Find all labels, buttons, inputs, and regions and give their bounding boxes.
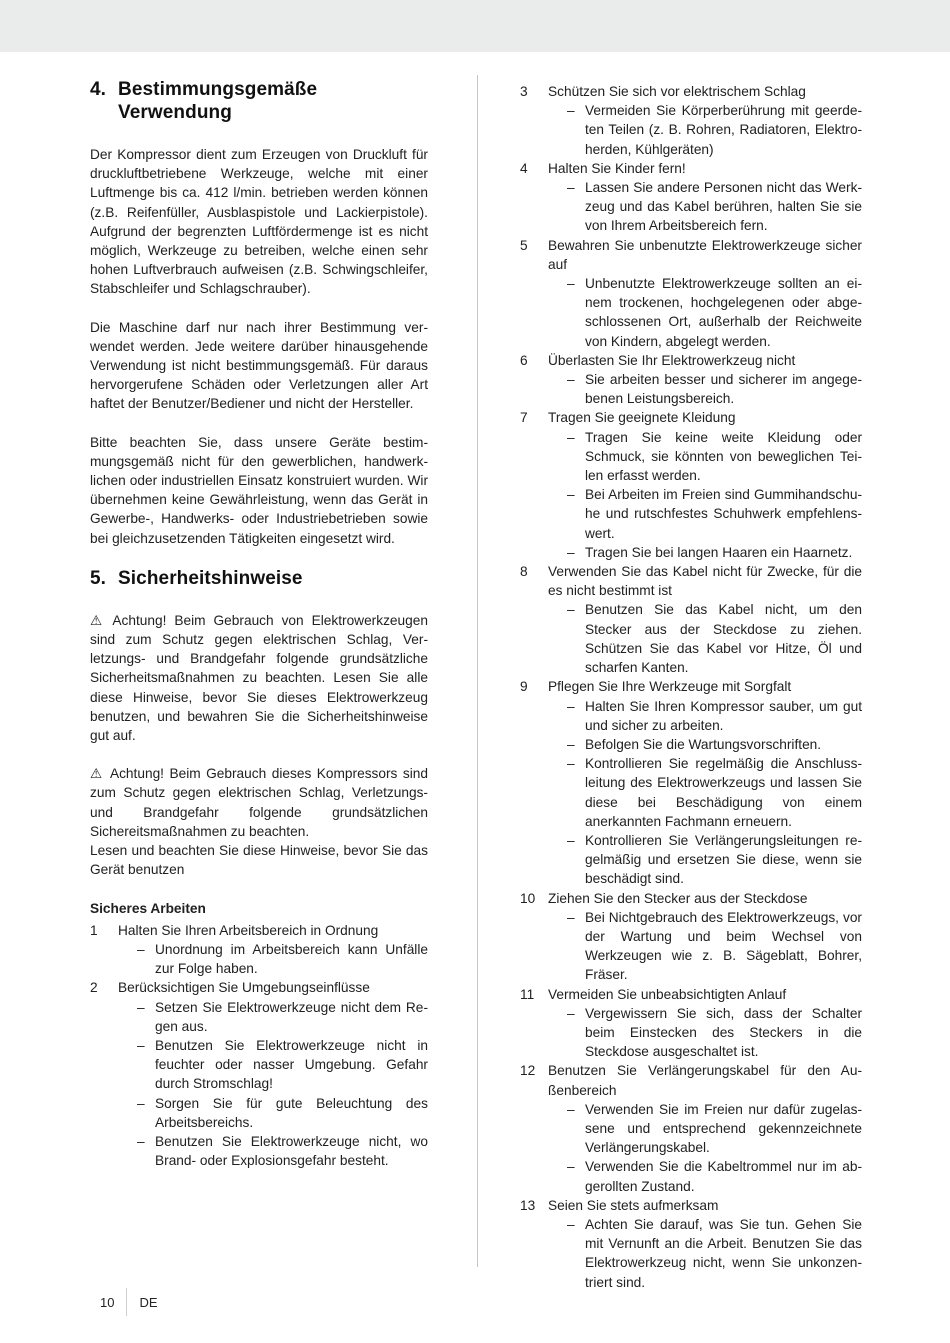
safety-rule-number: 5 [520,237,528,253]
dash-bullet: – [567,602,575,618]
safety-rule-detail [548,1004,862,1062]
safety-rule-detail [548,831,862,889]
dash-bullet: – [567,1216,575,1232]
body-paragraph: Die Maschine darf nur nach ihrer Bestimmung verwendet werden. Jede weitere darüber hinausgehende Verwendung ist nicht bestimmungsgemäß. Für daraus hervorgerufene Schäden oder Verletzungen aller Art haftet der Benutzer/Bediener und nicht der Hersteller. [90,319,428,412]
dash-bullet: – [137,1133,145,1149]
section-number: 4. [90,79,107,100]
safety-rule [520,677,862,888]
body-paragraph: Bitte beachten Sie, dass unsere Geräte bestimmungsgemäß nicht für den gewerblichen, handwerklichen oder industriellen Einsatz konstruiert wurden. Wir übernehmen keine Gewährleistung, wenn das Gerät in Gewerbe-, Handwerks- oder Industriebetrieben sowie bei gleichzusetzenden Tätigkeiten eingesetzt wird. [90,434,428,546]
language-code: DE [139,1294,158,1310]
safety-rule-title: Benutzen Sie Verlängerungskabel für den Außenbereich [548,1063,862,1098]
dash-bullet: – [567,1101,575,1117]
safety-rule [90,921,428,979]
safety-rule-detail-text: Vermeiden Sie Körperberührung mit geerdeten Teilen (z. B. Rohren, Radiatoren, Elektroherden, Kühlgeräten) [585,103,862,157]
safety-rule-detail-text: Sie arbeiten besser und sicherer im angegebenen Leistungsbereich. [585,372,862,407]
safety-rule [520,236,862,351]
safety-rule-detail [548,1100,862,1158]
safety-rule-title: Pflegen Sie Ihre Werkzeuge mit Sorgfalt [548,679,792,695]
safety-rule-detail [118,940,428,978]
safety-rule [90,978,428,1170]
section-heading-5 [90,567,428,590]
warning-paragraph [90,611,428,745]
safety-rule-detail-text: Bei Nichtgebrauch des Elektrowerkzeugs, vor der Wartung und beim Wechsel von Werkzeugen wie z. B. Sägeblatt, Bohrer, Fräser. [585,909,862,983]
safety-rule [520,82,862,159]
safety-rule-number: 13 [520,1197,536,1213]
dash-bullet: – [567,832,575,848]
safety-rule-detail-text: Benutzen Sie Elektrowerkzeuge nicht in feuchter oder nasser Umgebung. Gefahr durch Stromschlag! [155,1037,428,1092]
safety-rule-detail-text: Bei Arbeiten im Freien sind Gummihandschuhe und rutschfestes Schuhwerk empfehlenswert. [585,487,862,541]
dash-bullet: – [567,487,575,503]
warning-text-continued: Lesen und beachten Sie diese Hinweise, bevor Sie das Gerät benutzen [90,843,428,878]
safety-rule-detail-text: Setzen Sie Elektrowerkzeuge nicht dem Regen aus. [155,999,428,1034]
dash-bullet: – [137,941,145,957]
dash-bullet: – [567,544,575,560]
page-top-margin [0,0,950,52]
safety-rule-detail-text: Unordnung im Arbeitsbereich kann Unfälle zur Folge haben. [155,941,428,977]
safety-rules-list-right [520,82,862,1292]
page-number: 10 [100,1294,115,1310]
dash-bullet: – [567,372,575,388]
dash-bullet: – [567,276,575,292]
section-title: Sicherheitshinweise [118,567,303,589]
page-footer [100,1288,158,1316]
safety-rule-detail [548,274,862,351]
safety-rule-title: Bewahren Sie unbenutzte Elektrowerkzeuge sicher auf [548,237,862,272]
safety-rule-detail [548,600,862,677]
safety-rule-number: 4 [520,160,528,176]
safety-rule-detail [548,1215,862,1292]
dash-bullet: – [137,1095,145,1111]
footer-divider [126,1288,127,1316]
body-paragraph: Der Kompressor dient zum Erzeugen von Druckluft für druckluftbetriebene Werkzeuge, welche mit einer Luftmenge bis ca. 412 l/min. betrieben werden können (z.B. Reifenfüller, Ausblaspistole und Lackierpistole). Aufgrund der begrenzten Luftfördermenge ist es nicht möglich, Werkzeuge zu betreiben, welche einen sehr hohen Luftverbrauch aufweisen (z.B. Schwingschleifer, Stabschleifer und Schlagschrauber). [90,147,428,297]
safety-rule-detail-text: Kontrollieren Sie regelmäßig die Anschlussleitung des Elektrowerkzeugs und lassen Sie diese bei Beschädigung von einem anerkannten Fachmann erneuern. [585,756,862,829]
dash-bullet: – [567,1005,575,1021]
left-column [90,78,428,1170]
safety-rule-number: 2 [90,980,98,996]
safety-rule-detail [548,908,862,985]
warning-text: Achtung! Beim Gebrauch von Elektrowerkzeugen sind zum Schutz gegen elektrischen Schlag, Verletzungs- und Brandgefahr folgende grundsätzliche Sicherheitsmaßnahmen zu beachten. Lesen Sie alle diese Hinweise, bevor Sie dieses Elektrowerkzeug benutzen, und bewahren Sie die Sicherheitshinweise gut auf. [90,612,428,744]
section-title: Bestimmungsgemäße Verwendung [118,79,318,123]
safety-rule-detail [118,1036,428,1094]
safety-rule-detail [118,1132,428,1170]
safety-rule-title: Halten Sie Ihren Arbeitsbereich in Ordnung [118,922,379,938]
safety-rule-detail [548,735,862,754]
safety-rule-title: Halten Sie Kinder fern! [548,160,686,176]
safety-rule-detail [548,543,862,562]
safety-rule-number: 3 [520,84,528,99]
safety-rule [520,985,862,1062]
safety-rules-list-left [90,921,428,1171]
safety-rule-number: 12 [520,1063,536,1079]
dash-bullet: – [567,1159,575,1175]
safety-rule-detail-text: Kontrollieren Sie Verlängerungsleitungen regelmäßig und ersetzen Sie diese, wenn sie beschädigt sind. [585,832,862,887]
safety-rule [520,1196,862,1292]
safety-rule-detail [548,428,862,486]
safety-rule-detail-text: Befolgen Sie die Wartungsvorschriften. [585,736,822,752]
safety-rule-detail [548,697,862,735]
dash-bullet: – [567,180,575,196]
safety-rule-number: 10 [520,890,536,906]
safety-rule-detail [548,754,862,831]
safety-rule-title: Verwenden Sie das Kabel nicht für Zwecke, für die es nicht bestimmt ist [548,564,862,599]
dash-bullet: – [137,999,145,1015]
safety-rule-detail [118,998,428,1036]
safety-rule-detail [548,1157,862,1195]
safety-rule [520,562,862,677]
safety-rule-detail-text: Vergewissern Sie sich, dass der Schalter beim Einstecken des Steckers in die Steckdose ausgeschaltet ist. [585,1005,862,1060]
safety-rule-title: Tragen Sie geeignete Kleidung [548,410,736,426]
safety-rule-detail [548,370,862,408]
safety-rule-number: 1 [90,922,98,938]
safety-rule-detail-text: Verwenden Sie im Freien nur dafür zugelassene und entsprechend gekennzeichnete Verlängerungskabel. [585,1101,862,1156]
safety-rule [520,159,862,236]
dash-bullet: – [567,698,575,714]
safety-rule-number: 9 [520,679,528,695]
safety-rule-number: 11 [520,986,535,1002]
dash-bullet: – [567,909,575,925]
safety-rule-detail-text: Benutzen Sie das Kabel nicht, um den Stecker aus der Steckdose zu ziehen. Schützen Sie das Kabel vor Hitze, Öl und scharfen Kanten. [585,602,862,676]
safety-rule-detail-text: Lassen Sie andere Personen nicht das Werkzeug und das Kabel berühren, halten Sie sie von Ihrem Arbeitsbereich fern. [585,180,862,234]
safety-rule-number: 7 [520,410,528,426]
safety-rule [520,889,862,985]
subheading-sicheres-arbeiten: Sicheres Arbeiten [90,900,206,916]
safety-rule-title: Seien Sie stets aufmerksam [548,1197,719,1213]
safety-rule-detail-text: Sorgen Sie für gute Beleuchtung des Arbeitsbereichs. [155,1095,428,1130]
safety-rule-title: Ziehen Sie den Stecker aus der Steckdose [548,890,808,906]
safety-rule-detail-text: Benutzen Sie Elektrowerkzeuge nicht, wo Brand- oder Explosionsgefahr besteht. [155,1133,428,1169]
section-number: 5. [90,567,107,589]
right-column [520,82,862,1292]
safety-rule-detail-text: Unbenutzte Elektrowerkzeuge sollten an einem trockenen, hochgelegenen oder abgeschlossenen Ort, außerhalb der Reichweite von Kindern, abgelegt werden. [585,276,862,349]
safety-rule-title: Berücksichtigen Sie Umgebungseinflüsse [118,980,370,996]
dash-bullet: – [567,103,575,119]
safety-rule [520,408,862,562]
safety-rule-detail-text: Achten Sie darauf, was Sie tun. Gehen Sie mit Vernunft an die Arbeit. Benutzen Sie das Elektrowerkzeug nicht, wenn Sie unkonzentriert sind. [585,1216,862,1290]
safety-rule-number: 8 [520,564,528,580]
warning-paragraph-group [90,764,428,879]
dash-bullet: – [567,756,575,772]
safety-rule-detail-text: Verwenden Sie die Kabeltrommel nur im abgerollten Zustand. [585,1159,862,1194]
safety-rule-detail [548,178,862,236]
safety-rule-detail-text: Tragen Sie bei langen Haaren ein Haarnetz. [585,544,853,560]
safety-rule-detail-text: Halten Sie Ihren Kompressor sauber, um gut und sicher zu arbeiten. [585,698,862,733]
warning-paragraph [90,764,428,841]
warning-text: Achtung! Beim Gebrauch dieses Kompressors sind zum Schutz gegen elektrischen Schlag, Verletzungs- und Brandgefahr folgende grundsätzlichen Sichereitsmaßnahmen zu beachten. [90,766,428,839]
safety-rule-detail [548,101,862,159]
warning-icon: ⚠ [90,612,107,628]
dash-bullet: – [567,429,575,445]
safety-rule-title: Überlasten Sie Ihr Elektrowerkzeug nicht [548,352,796,368]
dash-bullet: – [137,1037,145,1053]
safety-rule-detail-text: Tragen Sie keine weite Kleidung oder Schmuck, sie könnten von beweglichen Teilen erfasst werden. [585,429,862,484]
safety-rule-number: 6 [520,352,528,368]
safety-rule [520,1061,862,1195]
warning-icon: ⚠ [90,766,104,782]
safety-rule-title: Vermeiden Sie unbeabsichtigten Anlauf [548,986,787,1002]
dash-bullet: – [567,736,575,752]
safety-rule [520,351,862,409]
column-divider [477,75,478,1267]
safety-rule-detail [118,1094,428,1132]
safety-rule-title: Schützen Sie sich vor elektrischem Schlag [548,84,806,99]
section-heading-4 [90,78,428,124]
safety-rule-detail [548,485,862,543]
